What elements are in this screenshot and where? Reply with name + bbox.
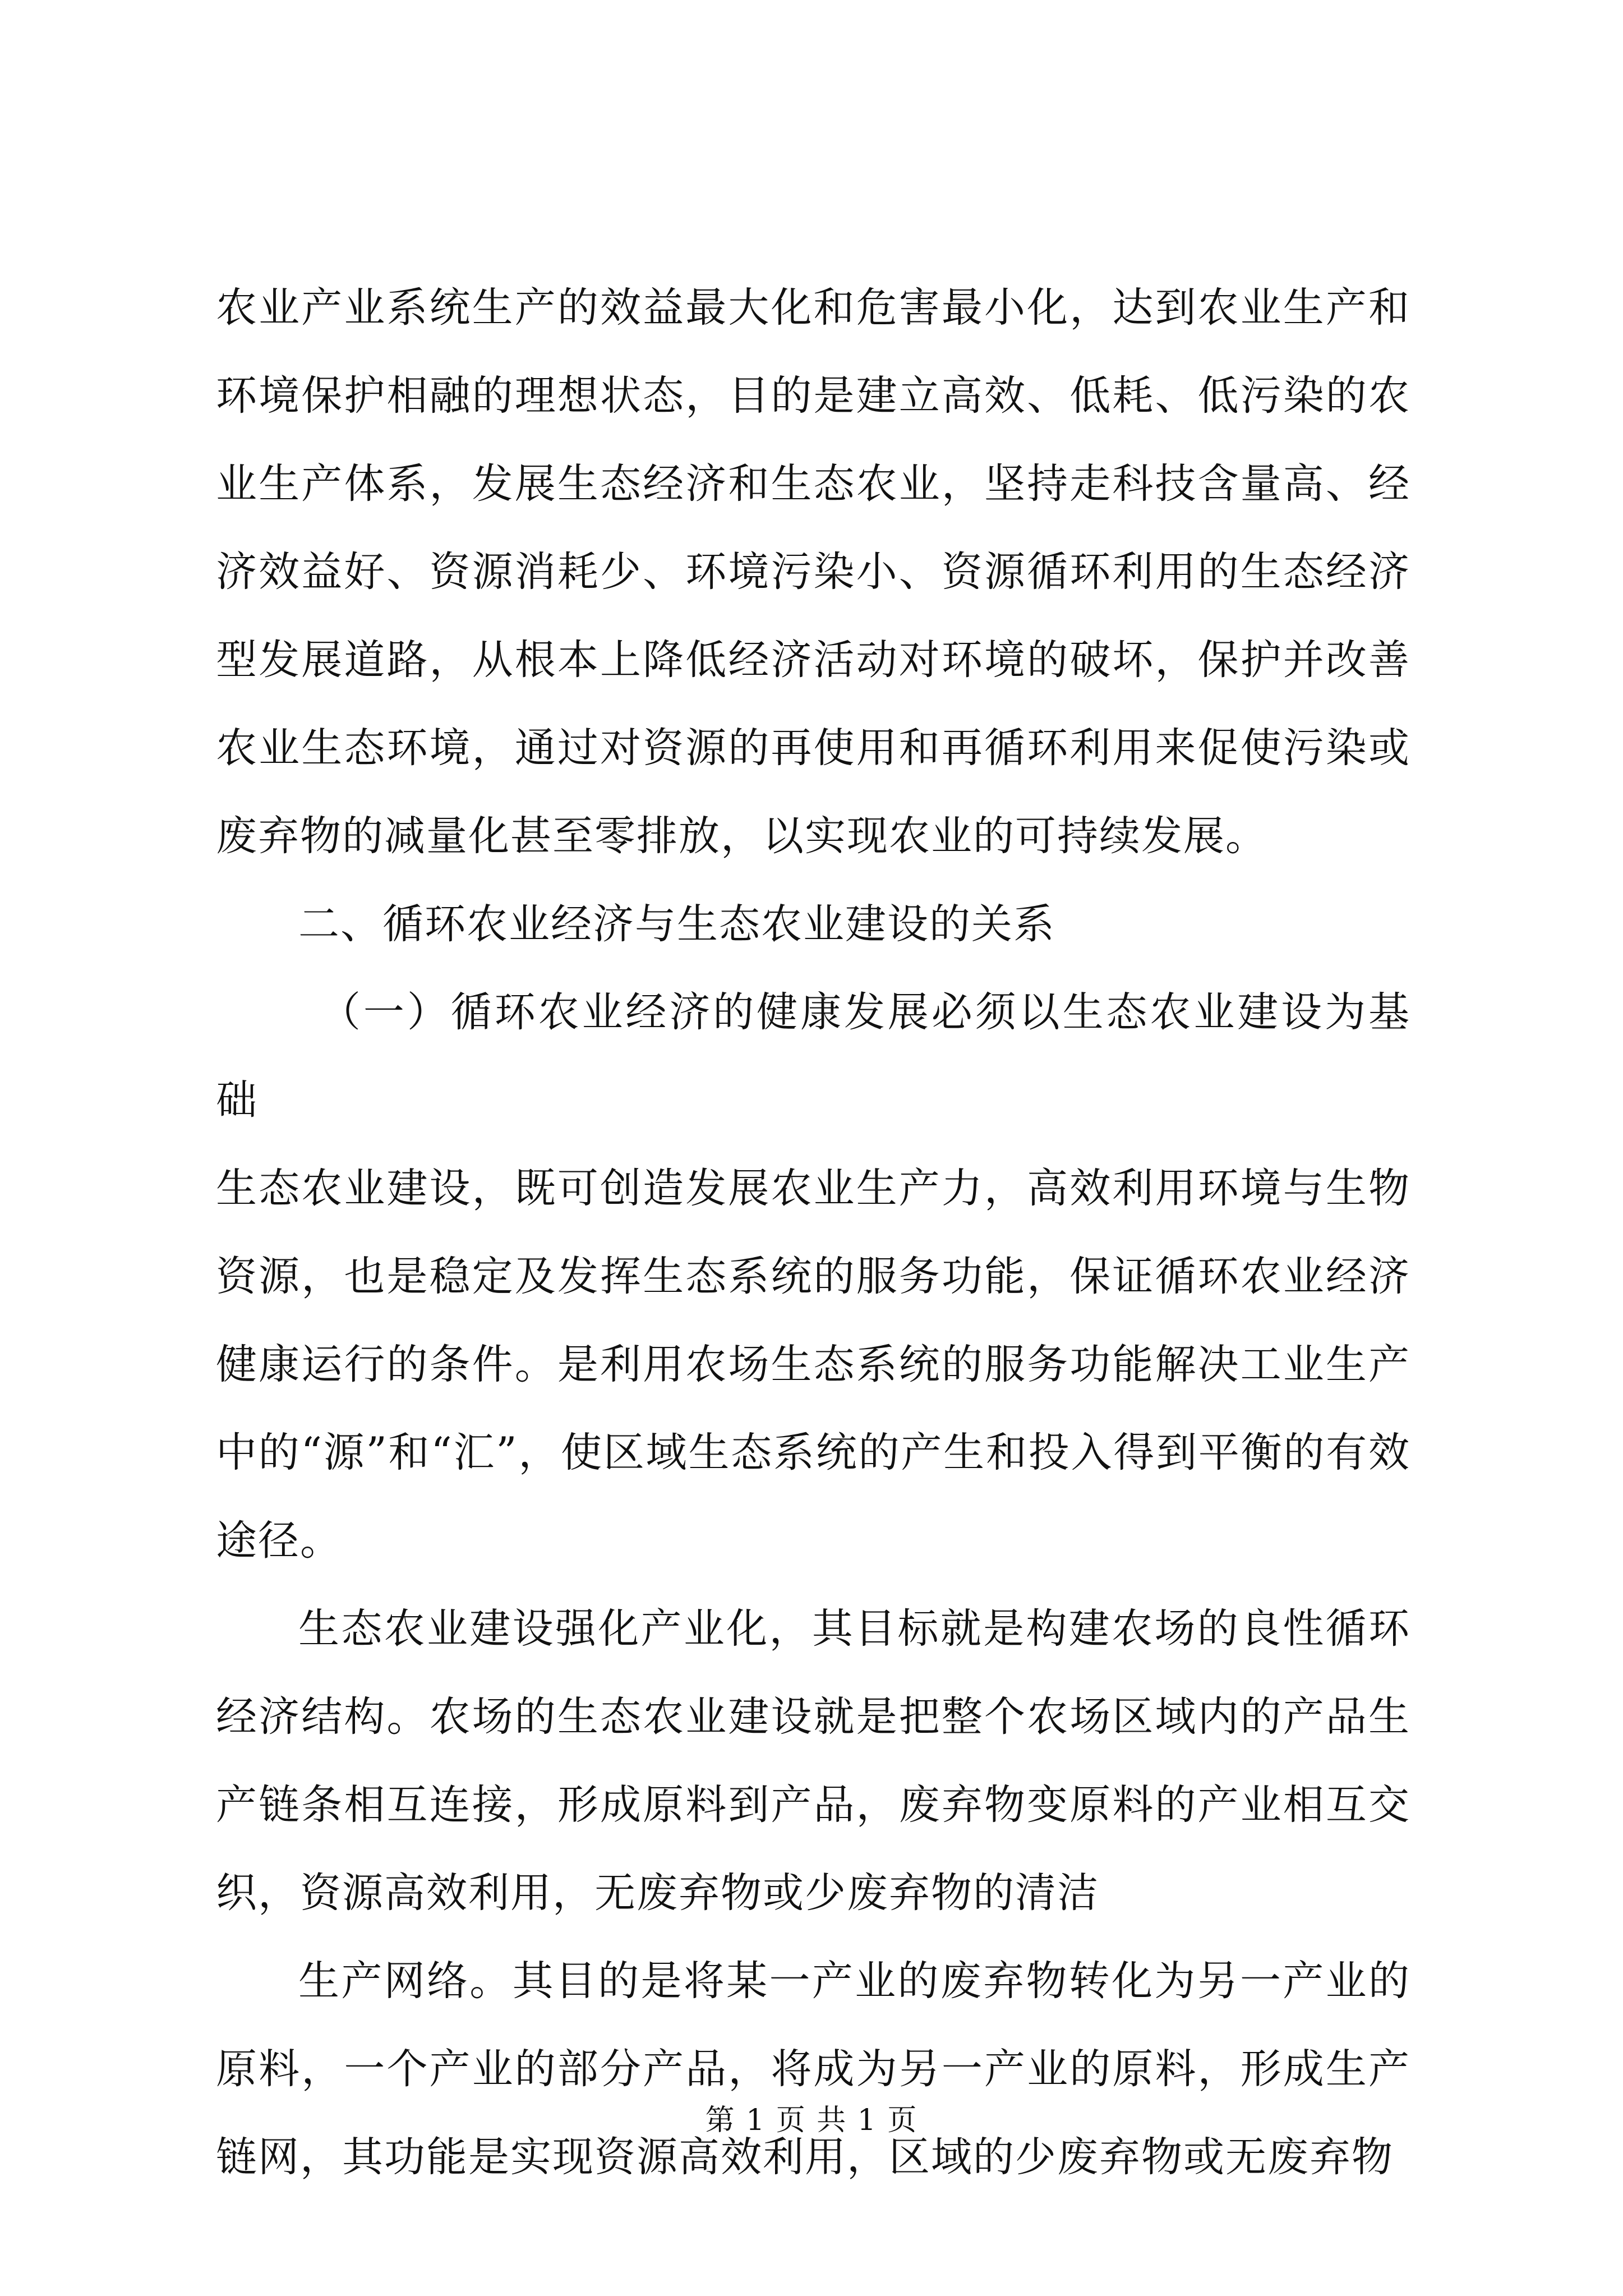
paragraph-ecological-agriculture: 生态农业建设，既可创造发展农业生产力，高效利用环境与生物资源，也是稳定及发挥生态系统的服务功能，保证循环农业经济健康运行的条件。是利用农场生态系统的服务功能解决工业生产中的“源”和“汇”，使区域生态系统的产生和投入得到平衡的有效途径。	[216, 1165, 1410, 1565]
paragraph-industrialization: 生态农业建设强化产业化，其目标就是构建农场的良性循环经济结构。农场的生态农业建设就是把整个农场区域内的产品生产链条相互连接，形成原料到产品，废弃物变原料的产业相互交织，资源高效利用，无废弃物或少废弃物的清洁	[216, 1605, 1410, 1917]
subsection-heading: （一）循环农业经济的健康发展必须以生态农业建设为基础	[216, 988, 1410, 1124]
paragraph-production-network: 生产网络。其目的是将某一产业的废弃物转化为另一产业的原料，一个产业的部分产品，将成为另一产业的原料，形成生产链网，其功能是实现资源高效利用，区域的少废弃物或无废弃物	[216, 1957, 1410, 2181]
section-heading: 二、循环农业经济与生态农业建设的关系	[298, 900, 1055, 948]
page-footer: 第 1 页 共 1 页	[705, 2104, 918, 2137]
paragraph-continuation: 农业产业系统生产的效益最大化和危害最小化，达到农业生产和环境保护相融的理想状态，目的是建立高效、低耗、低污染的农业生产体系，发展生态经济和生态农业，坚持走科技含量高、经济效益好、资源消耗少、环境污染小、资源循环利用的生态经济型发展道路，从根本上降低经济活动对环境的破坏，保护并改善农业生态环境，通过对资源的再使用和再循环利用来促使污染或废弃物的减量化甚至零排放，以实现农业的可持续发展。	[216, 284, 1410, 860]
document-body	[216, 264, 1410, 2201]
